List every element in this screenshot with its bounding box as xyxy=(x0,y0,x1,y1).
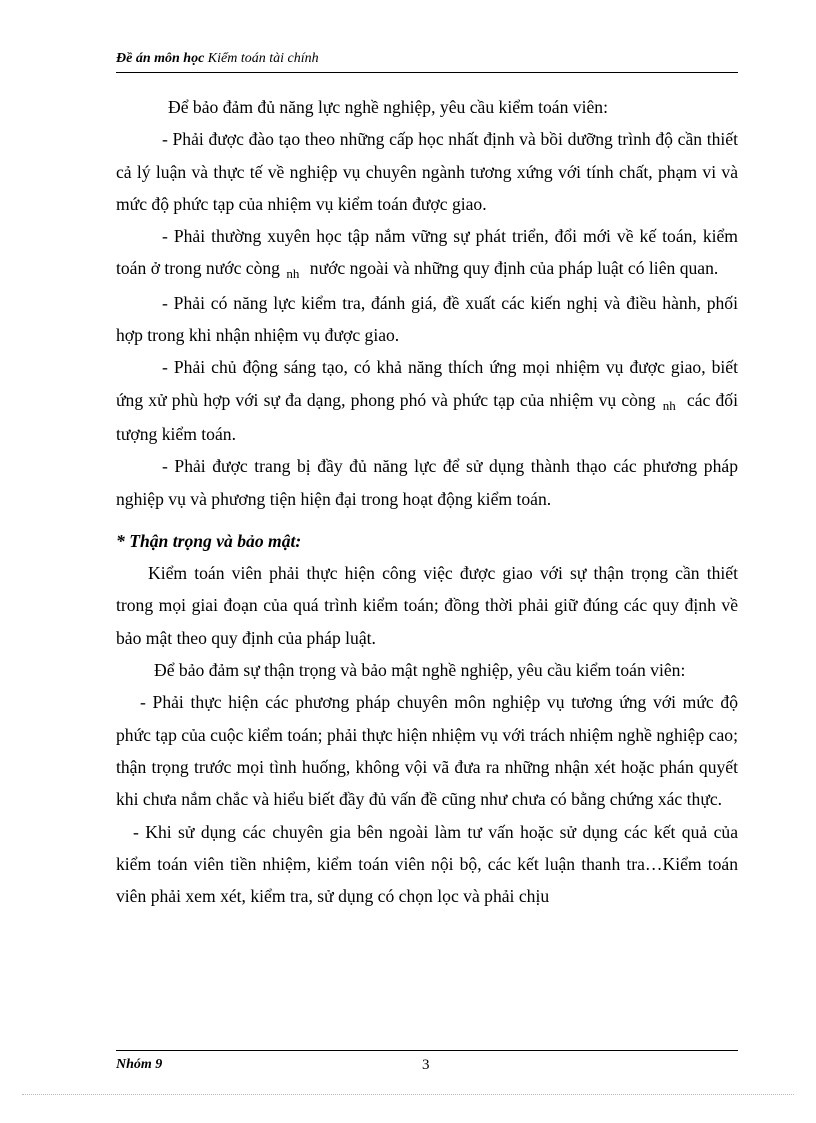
paragraph-text: nước ngoài và những quy định của pháp luật có liên quan. xyxy=(309,258,719,279)
footer-divider xyxy=(116,1050,738,1051)
paragraph-intro-competence: Để bảo đảm đủ năng lực nghề nghiệp, yêu cầu kiểm toán viên: xyxy=(168,97,608,117)
page-break-line xyxy=(22,1094,794,1095)
paragraph-equipment: - Phải được trang bị đầy đủ năng lực để sử dụng thành thạo các phương pháp nghiệp vụ và phương tiện hiện đại trong hoạt động kiểm toán. xyxy=(116,456,738,509)
paragraph-methods: - Phải thực hiện các phương pháp chuyên môn nghiệp vụ tương ứng với mức độ phức tạp của cuộc kiểm toán; phải thực hiện nhiệm vụ với trách nhiệm nghề nghiệp cao; thận trọng trước mọi tình huống, không vội vã đưa ra những nhận xét hoặc phán quyết khi chưa nắm chắc và hiểu biết đầy đủ vấn đề cũng như chưa có bằng chứng xác thực. xyxy=(116,692,738,810)
paragraph-caution: Kiểm toán viên phải thực hiện công việc được giao với sự thận trọng cần thiết trong mọi giai đoạn của quá trình kiểm toán; đồng thời phải giữ đúng các quy định về bảo mật theo quy định của pháp luật. xyxy=(116,563,738,648)
page-header xyxy=(116,50,738,73)
section-heading: * Thận trọng và bảo mật: xyxy=(116,530,302,551)
paragraph-text: - Phải thường xuyên học tập nắm vững sự phát triển, đổi mới về kế toán, kiểm toán ở trong nước còng xyxy=(116,226,738,279)
paragraph-creativity xyxy=(116,351,738,450)
paragraph-text: các đối tượng kiểm toán. xyxy=(116,389,738,444)
paragraph-continuous-learning xyxy=(116,220,738,287)
paragraph-ability: - Phải có năng lực kiểm tra, đánh giá, đề xuất các kiến nghị và điều hành, phối hợp trong khi nhận nhiệm vụ được giao. xyxy=(116,292,738,346)
paragraph-intro-caution: Để bảo đảm sự thận trọng và bảo mật nghề nghiệp, yêu cầu kiểm toán viên: xyxy=(154,660,686,681)
footer-group: Nhóm 9 xyxy=(116,1057,163,1072)
header-title-bold: Đề án môn học xyxy=(116,51,205,66)
paragraph-text: - Phải chủ động sáng tạo, có khả năng thích ứng mọi nhiệm vụ được giao, biết ứng xử phù hợp với sự đa dạng, phong phó và phức tạp của nhiệm vụ còng xyxy=(116,357,738,410)
stray-text: nh xyxy=(286,266,300,282)
page-number: 3 xyxy=(422,1057,430,1073)
document-body xyxy=(116,91,738,912)
header-title-rest: Kiểm toán tài chính xyxy=(204,51,319,66)
paragraph-training: - Phải được đào tạo theo những cấp học nhất định và bồi dưỡng trình độ cần thiết cả lý luận và thực tế về nghiệp vụ chuyên ngành tương xứng với tính chất, phạm vi và mức độ phức tạp của nhiệm vụ kiểm toán được giao. xyxy=(116,129,738,214)
stray-text: nh xyxy=(662,397,676,413)
paragraph-experts: - Khi sử dụng các chuyên gia bên ngoài làm tư vấn hoặc sử dụng các kết quả của kiểm toán viên tiền nhiệm, kiểm toán viên nội bộ, các kết luận thanh tra…Kiểm toán viên phải xem xét, kiểm tra, sử dụng có chọn lọc và phải chịu xyxy=(116,821,738,907)
